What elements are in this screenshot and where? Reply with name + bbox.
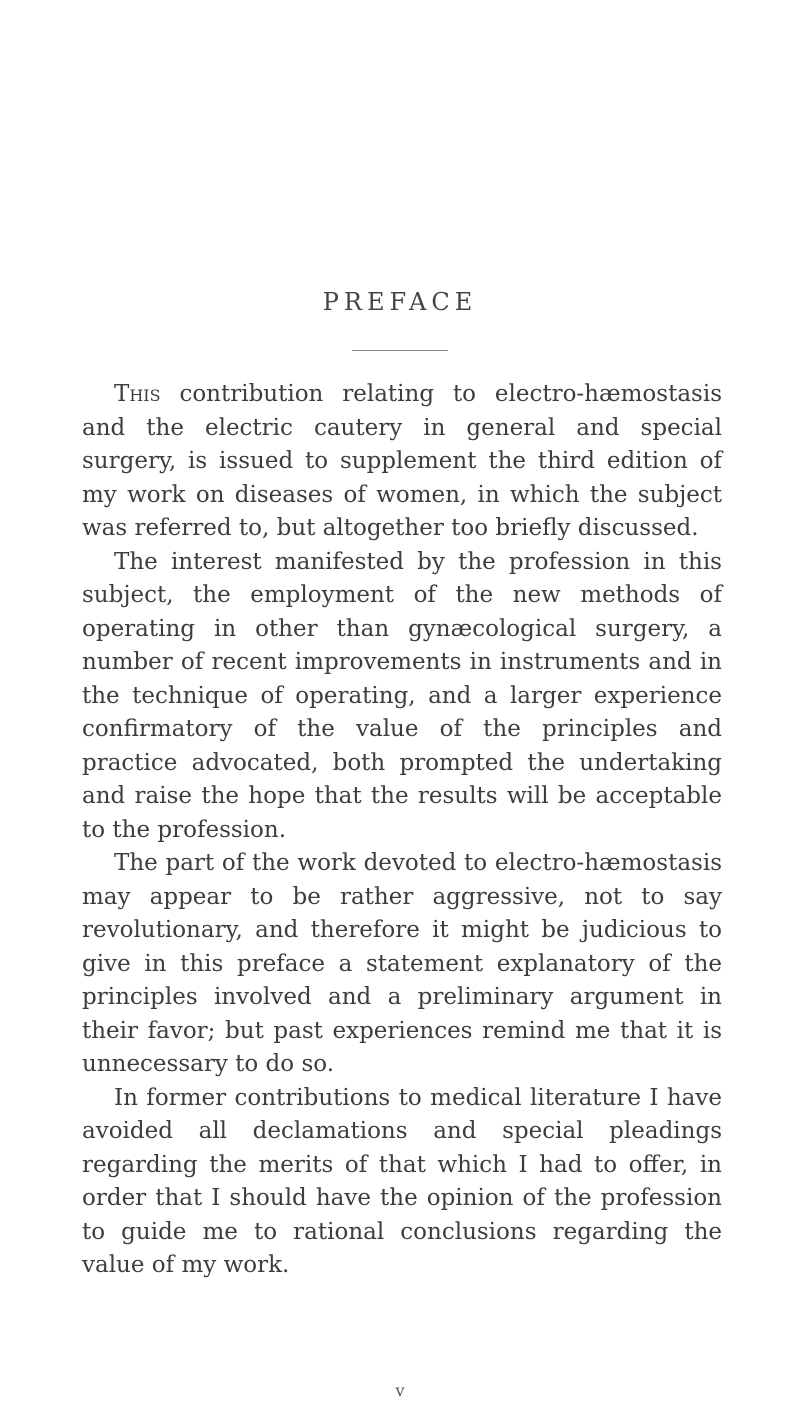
preface-body <box>82 378 722 1283</box>
preface-heading: PREFACE <box>322 288 478 316</box>
paragraph-4: In former contributions to medical literature I have avoided all declamations and special pleadings regarding the merits of that which I had to offer, in order that I should have the opinion of the profession to guide me to rational conclusions regarding the value of my work. <box>82 1084 722 1278</box>
page-number: v <box>395 1381 405 1400</box>
first-word: This <box>114 381 161 407</box>
heading-divider <box>352 350 448 351</box>
paragraph-1 <box>82 378 722 546</box>
paragraph-1-text: contribution relating to electro-hæmostasis and the electric cautery in general and special surgery, is issued to supplement the third edition of my work on diseases of women, in which the subject was referred to, but altogether too briefly discussed. <box>82 381 722 541</box>
paragraph-2: The interest manifested by the profession in this subject, the employment of the new methods of operating in other than gynæcological surgery, a number of recent improvements in instruments and in the technique of operating, and a larger experience confirmatory of the value of the principles and practice advocated, both prompted the undertaking and raise the hope that the results will be acceptable to the profession. <box>82 548 722 843</box>
paragraph-3: The part of the work devoted to electro-hæmostasis may appear to be rather aggressive, not to say revolutionary, and therefore it might be judicious to give in this preface a statement explanatory of the principles involved and a preliminary argument in their favor; but past experiences remind me that it is unnecessary to do so. <box>82 850 722 1077</box>
